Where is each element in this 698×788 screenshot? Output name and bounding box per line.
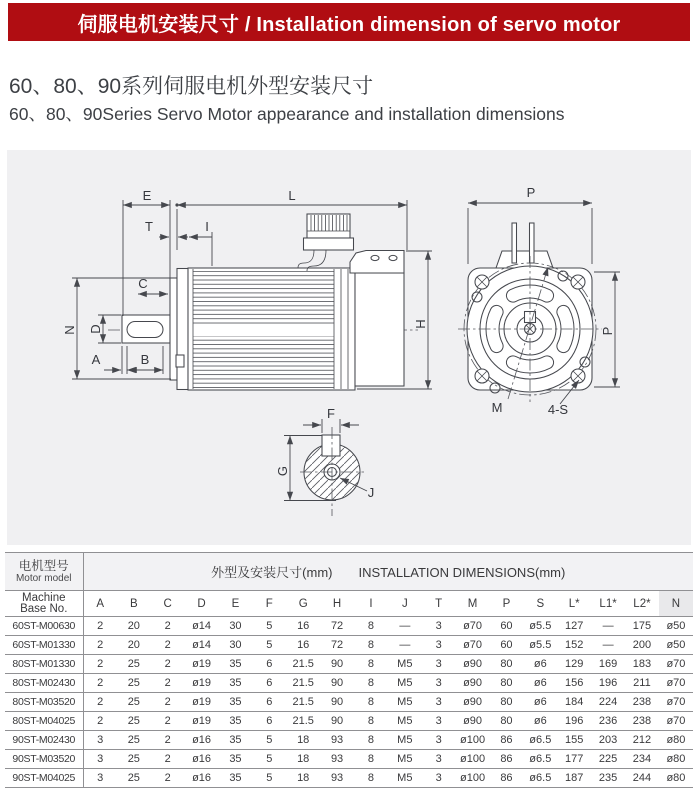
dim-label-D: D [88,324,103,334]
connector-cap [496,251,553,268]
dim-value-cell: 8 [354,693,388,712]
shaft-end-view-drawing [275,406,374,516]
technical-drawing [7,150,691,545]
base-no-line2: Base No. [20,602,68,615]
dim-value-cell: 8 [354,750,388,769]
model-cell: 80ST-M03520 [5,693,83,712]
dim-value-cell: ø16 [185,750,219,769]
dims-header-en: INSTALLATION DIMENSIONS(mm) [358,565,566,580]
cooling-fins-bottom [193,336,334,388]
model-cell: 80ST-M01330 [5,655,83,674]
dim-value-cell: 86 [490,731,524,750]
machine-base-no-header [5,591,83,617]
dim-value-cell: — [388,636,422,655]
dim-value-cell: 90 [320,674,354,693]
model-cell: 60ST-M01330 [5,636,83,655]
dim-value-cell: 238 [625,712,659,731]
model-cell: 90ST-M03520 [5,750,83,769]
dim-value-cell: M5 [388,731,422,750]
dim-value-cell: 127 [557,617,591,636]
dim-value-cell: 35 [219,693,253,712]
table-row [5,636,693,655]
dim-value-cell: ø100 [456,769,490,788]
dim-value-cell: M5 [388,693,422,712]
dim-value-cell: ø6.5 [523,731,557,750]
side-view-drawing [62,188,432,390]
dim-value-cell: — [388,617,422,636]
dim-value-cell: 35 [219,750,253,769]
dim-value-cell: 2 [151,617,185,636]
dim-value-cell: 238 [625,693,659,712]
dim-value-cell: 244 [625,769,659,788]
dim-value-cell: ø90 [456,674,490,693]
column-header-L1: L1* [591,591,625,617]
dim-value-cell: 2 [83,617,117,636]
dim-value-cell: 25 [117,731,151,750]
dim-value-cell: 21.5 [286,693,320,712]
dim-value-cell: 225 [591,750,625,769]
dim-value-cell: ø90 [456,693,490,712]
model-header-en: Motor model [15,572,72,584]
dim-label-C: C [138,276,148,291]
dim-value-cell: ø70 [456,617,490,636]
dim-label-L: L [288,188,296,203]
dim-value-cell: 30 [219,636,253,655]
dim-value-cell: 2 [83,712,117,731]
dim-value-cell: 30 [219,617,253,636]
dim-value-cell: 8 [354,769,388,788]
dim-value-cell: 93 [320,769,354,788]
dim-value-cell: ø90 [456,712,490,731]
connector-base [304,238,354,250]
dim-value-cell: — [591,636,625,655]
dim-value-cell: ø6.5 [523,750,557,769]
dim-value-cell: 6 [252,674,286,693]
dim-value-cell: 2 [83,674,117,693]
shaft-key [127,322,163,338]
column-header-H: H [320,591,354,617]
dim-value-cell: 3 [422,769,456,788]
subtitle-chinese: 60、80、90系列伺服电机外型安装尺寸 [9,75,374,98]
page-title: 伺服电机安装尺寸 / Installation dimension of servo motor [77,13,621,36]
dim-value-cell: 2 [151,731,185,750]
dim-value-cell: 20 [117,617,151,636]
table-header-row-1 [5,553,693,591]
dim-value-cell: 93 [320,750,354,769]
dim-label-I: I [205,219,209,234]
dim-value-cell: ø70 [659,674,693,693]
dim-value-cell: 177 [557,750,591,769]
dim-label-B: B [140,352,150,367]
dim-value-cell: 196 [557,712,591,731]
column-header-I: I [354,591,388,617]
flange-view-drawing [458,185,620,417]
dim-value-cell: 90 [320,693,354,712]
page-title-banner [8,3,690,41]
dim-value-cell: 183 [625,655,659,674]
dim-label-E: E [142,188,152,203]
dim-value-cell: 234 [625,750,659,769]
dim-value-cell: 25 [117,655,151,674]
dim-label-G: G [275,465,290,477]
dim-value-cell: 80 [490,693,524,712]
dim-value-cell: 2 [83,693,117,712]
dim-value-cell: 35 [219,655,253,674]
column-header-F: F [252,591,286,617]
dim-value-cell: 6 [252,655,286,674]
dim-label-A: A [91,352,101,367]
dim-value-cell: 3 [422,636,456,655]
column-header-E: E [219,591,253,617]
dim-value-cell: 236 [591,712,625,731]
cable-wire [298,250,314,268]
column-header-N: N [659,591,693,617]
dim-value-cell: 72 [320,636,354,655]
dim-value-cell: 2 [151,712,185,731]
dim-value-cell: 2 [83,655,117,674]
dim-value-cell: 90 [320,655,354,674]
flange-detail [176,355,184,367]
dim-label-J: J [367,485,375,500]
terminal-box [350,251,404,274]
installation-dimensions-header [83,553,693,591]
dim-value-cell: ø14 [185,636,219,655]
dim-value-cell: 18 [286,769,320,788]
dim-value-cell: 80 [490,674,524,693]
dim-value-cell: ø14 [185,617,219,636]
dim-value-cell: 155 [557,731,591,750]
dim-value-cell: ø5.5 [523,617,557,636]
dim-value-cell: 72 [320,617,354,636]
dim-value-cell: 235 [591,769,625,788]
dim-value-cell: ø6 [523,674,557,693]
dim-value-cell: ø19 [185,655,219,674]
dim-value-cell: 93 [320,731,354,750]
column-header-L: L* [557,591,591,617]
dim-value-cell: ø19 [185,674,219,693]
dim-value-cell: 5 [252,636,286,655]
dim-label-N: N [62,325,77,335]
encoder-cap [355,273,404,386]
model-cell: 90ST-M04025 [5,769,83,788]
table-row [5,731,693,750]
dim-value-cell: 3 [422,617,456,636]
dim-value-cell: 3 [422,674,456,693]
dim-value-cell: 3 [422,731,456,750]
dim-value-cell: 3 [83,750,117,769]
table-row [5,617,693,636]
dim-value-cell: 5 [252,769,286,788]
dim-value-cell: 80 [490,655,524,674]
dim-value-cell: ø80 [659,731,693,750]
column-header-D: D [185,591,219,617]
dim-value-cell: ø100 [456,731,490,750]
dim-value-cell: 16 [286,617,320,636]
subtitle-english: 60、80、90Series Servo Motor appearance and installation dimensions [9,104,565,124]
dim-value-cell: 8 [354,636,388,655]
dim-value-cell: 5 [252,750,286,769]
dim-value-cell: ø70 [659,655,693,674]
dim-value-cell: 2 [151,655,185,674]
dim-value-cell: ø80 [659,769,693,788]
dim-label-T: T [145,219,153,234]
dim-label-H: H [413,319,428,329]
column-header-S: S [523,591,557,617]
dim-value-cell: 169 [591,655,625,674]
dim-value-cell: 18 [286,750,320,769]
dim-value-cell: M5 [388,655,422,674]
column-header-B: B [117,591,151,617]
dim-value-cell: 187 [557,769,591,788]
column-header-T: T [422,591,456,617]
dim-value-cell: 3 [422,655,456,674]
dim-value-cell: 35 [219,712,253,731]
dim-value-cell: ø19 [185,712,219,731]
dim-value-cell: 5 [252,617,286,636]
dim-value-cell: ø100 [456,750,490,769]
dim-value-cell: 16 [286,636,320,655]
dim-value-cell: 152 [557,636,591,655]
dim-value-cell: 90 [320,712,354,731]
dim-value-cell: 18 [286,731,320,750]
model-header-cn: 电机型号 [18,558,69,573]
model-cell: 90ST-M02430 [5,731,83,750]
dim-value-cell: 2 [151,674,185,693]
dim-value-cell: M5 [388,750,422,769]
front-flange [177,269,188,390]
dim-value-cell: 35 [219,674,253,693]
dim-value-cell: M5 [388,769,422,788]
dim-value-cell: 86 [490,750,524,769]
dim-value-cell: 3 [422,750,456,769]
table-header-row-2 [5,591,693,617]
dim-value-cell: ø70 [659,712,693,731]
cooling-fins-top [193,271,334,325]
model-column-header [5,553,83,591]
connector-pin [512,223,517,263]
table-row [5,655,693,674]
base-no-line1: Machine [22,591,66,604]
dim-value-cell: 212 [625,731,659,750]
dim-value-cell: 21.5 [286,674,320,693]
dim-value-cell: 211 [625,674,659,693]
column-header-A: A [83,591,117,617]
dimension-table [5,552,693,788]
dim-value-cell: 35 [219,731,253,750]
dim-value-cell: 8 [354,655,388,674]
dim-value-cell: 25 [117,693,151,712]
dim-label-P-side: P [600,326,615,336]
column-header-J: J [388,591,422,617]
dim-value-cell: ø19 [185,693,219,712]
dim-label-M: M [491,400,503,415]
dim-value-cell: 3 [422,693,456,712]
table-row [5,750,693,769]
dim-value-cell: 200 [625,636,659,655]
dim-value-cell: 60 [490,636,524,655]
dim-value-cell: 2 [83,636,117,655]
dim-value-cell: ø16 [185,731,219,750]
dim-value-cell: 203 [591,731,625,750]
column-header-L2: L2* [625,591,659,617]
dim-value-cell: 35 [219,769,253,788]
dim-value-cell: 8 [354,617,388,636]
column-header-C: C [151,591,185,617]
dim-value-cell: 2 [151,750,185,769]
table-row [5,769,693,788]
model-cell: 60ST-M00630 [5,617,83,636]
dim-value-cell: ø50 [659,617,693,636]
dim-value-cell: 60 [490,617,524,636]
dim-value-cell: 3 [83,769,117,788]
dim-value-cell: 80 [490,712,524,731]
dim-value-cell: 8 [354,731,388,750]
dim-value-cell: M5 [388,712,422,731]
dim-value-cell: 175 [625,617,659,636]
dim-value-cell: ø5.5 [523,636,557,655]
dim-value-cell: 129 [557,655,591,674]
dim-value-cell: 21.5 [286,712,320,731]
model-cell: 80ST-M04025 [5,712,83,731]
dim-label-F: F [327,406,335,421]
dim-value-cell: 156 [557,674,591,693]
dim-value-cell: 184 [557,693,591,712]
dim-value-cell: 20 [117,636,151,655]
dim-label-4S: 4-S [547,402,569,417]
dim-value-cell: 25 [117,750,151,769]
dim-value-cell: 3 [83,731,117,750]
dim-value-cell: 196 [591,674,625,693]
dim-value-cell: 5 [252,731,286,750]
dim-value-cell: 25 [117,712,151,731]
dim-value-cell: ø50 [659,636,693,655]
dim-value-cell: 6 [252,712,286,731]
dim-value-cell: 2 [151,693,185,712]
dim-value-cell: M5 [388,674,422,693]
dim-value-cell: 2 [151,769,185,788]
dim-value-cell: 25 [117,769,151,788]
dim-value-cell: — [591,617,625,636]
dim-value-cell: ø6 [523,655,557,674]
dim-value-cell: 6 [252,693,286,712]
dim-value-cell: ø6 [523,712,557,731]
dimension-table-body [5,617,693,788]
dim-value-cell: ø16 [185,769,219,788]
dim-value-cell: ø6.5 [523,769,557,788]
dim-value-cell: 224 [591,693,625,712]
dim-value-cell: ø70 [659,693,693,712]
dim-value-cell: ø90 [456,655,490,674]
dim-value-cell: ø6 [523,693,557,712]
column-header-M: M [456,591,490,617]
column-header-P: P [490,591,524,617]
dim-value-cell: 21.5 [286,655,320,674]
dim-value-cell: ø80 [659,750,693,769]
dim-value-cell: 8 [354,674,388,693]
model-cell: 80ST-M02430 [5,674,83,693]
drawing-panel [7,150,691,545]
dim-value-cell: 86 [490,769,524,788]
column-header-G: G [286,591,320,617]
dim-value-cell: 25 [117,674,151,693]
dim-value-cell: 8 [354,712,388,731]
table-row [5,712,693,731]
dim-label-P-top: P [526,185,536,200]
dim-value-cell: 2 [151,636,185,655]
keyway [322,435,340,456]
dim-value-cell: ø70 [456,636,490,655]
table-row [5,674,693,693]
dims-header-cn: 外型及安装尺寸(mm) [211,565,333,580]
table-row [5,693,693,712]
dim-value-cell: 3 [422,712,456,731]
